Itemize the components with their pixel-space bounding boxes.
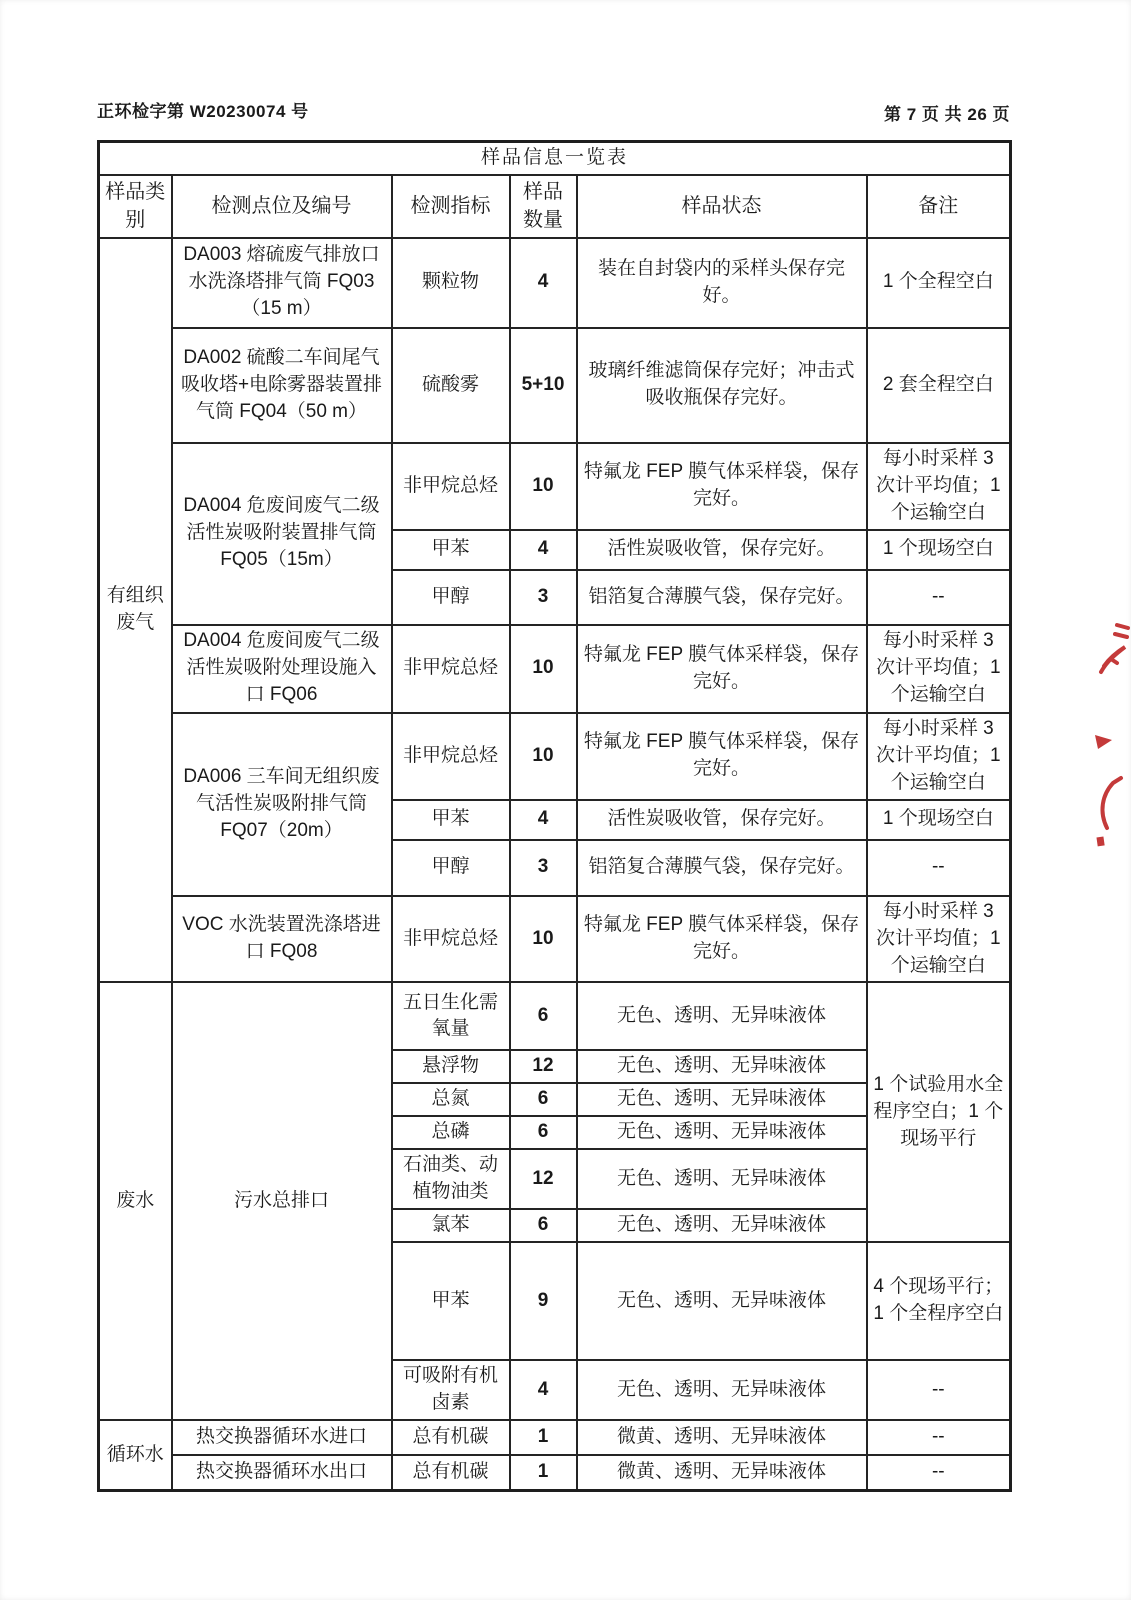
red-stamp-mark-dot — [1096, 836, 1104, 846]
column-header-category: 样品类别 — [99, 175, 172, 238]
location-cell: 热交换器循环水出口 — [172, 1455, 392, 1490]
indicator-cell: 氯苯 — [392, 1209, 510, 1242]
count-cell: 4 — [510, 238, 577, 328]
count-cell: 6 — [510, 982, 577, 1050]
table-row — [99, 625, 1011, 713]
table-row — [99, 238, 1011, 328]
column-header-remark: 备注 — [867, 175, 1011, 238]
indicator-cell: 甲醇 — [392, 840, 510, 896]
remark-cell: 4 个现场平行；1 个全程序空白 — [867, 1242, 1011, 1360]
indicator-cell: 甲苯 — [392, 1242, 510, 1360]
red-stamp-mark-curve — [1102, 778, 1121, 828]
count-cell: 6 — [510, 1116, 577, 1149]
remark-cell: -- — [867, 1455, 1011, 1490]
red-stamp-mark-bars — [1115, 625, 1128, 637]
indicator-cell: 悬浮物 — [392, 1050, 510, 1083]
column-header-location: 检测点位及编号 — [172, 175, 392, 238]
location-cell: VOC 水洗装置洗涤塔进口 FQ08 — [172, 896, 392, 983]
indicator-cell: 非甲烷总烃 — [392, 713, 510, 800]
table-row — [99, 982, 1011, 1050]
table-row — [99, 1455, 1011, 1490]
column-header-count: 样品数量 — [510, 175, 577, 238]
remark-cell: 2 套全程空白 — [867, 328, 1011, 443]
count-cell: 4 — [510, 1360, 577, 1420]
status-cell: 装在自封袋内的采样头保存完好。 — [577, 238, 867, 328]
location-cell: DA004 危废间废气二级活性炭吸附装置排气筒 FQ05（15m） — [172, 443, 392, 625]
status-cell: 玻璃纤维滤筒保存完好；冲击式吸收瓶保存完好。 — [577, 328, 867, 443]
count-cell: 12 — [510, 1050, 577, 1083]
count-cell: 6 — [510, 1083, 577, 1116]
status-cell: 特氟龙 FEP 膜气体采样袋，保存完好。 — [577, 443, 867, 530]
remark-cell: 1 个现场空白 — [867, 800, 1011, 840]
count-cell: 3 — [510, 840, 577, 896]
status-cell: 无色、透明、无异味液体 — [577, 982, 867, 1050]
table-row — [99, 713, 1011, 800]
indicator-cell: 非甲烷总烃 — [392, 896, 510, 983]
table-row — [99, 443, 1011, 530]
status-cell: 无色、透明、无异味液体 — [577, 1149, 867, 1209]
remark-cell: -- — [867, 840, 1011, 896]
count-cell: 10 — [510, 713, 577, 800]
status-cell: 铝箔复合薄膜气袋，保存完好。 — [577, 840, 867, 896]
status-cell: 无色、透明、无异味液体 — [577, 1209, 867, 1242]
indicator-cell: 可吸附有机卤素 — [392, 1360, 510, 1420]
status-cell: 微黄、透明、无异味液体 — [577, 1455, 867, 1490]
count-cell: 10 — [510, 625, 577, 713]
indicator-cell: 非甲烷总烃 — [392, 443, 510, 530]
remark-cell: 每小时采样 3 次计平均值；1 个运输空白 — [867, 896, 1011, 983]
indicator-cell: 硫酸雾 — [392, 328, 510, 443]
count-cell: 12 — [510, 1149, 577, 1209]
status-cell: 无色、透明、无异味液体 — [577, 1360, 867, 1420]
status-cell: 特氟龙 FEP 膜气体采样袋，保存完好。 — [577, 625, 867, 713]
indicator-cell: 甲醇 — [392, 570, 510, 625]
table-row — [99, 328, 1011, 443]
table-row — [99, 1420, 1011, 1455]
table-title: 样品信息一览表 — [99, 142, 1011, 175]
remark-cell: -- — [867, 1360, 1011, 1420]
indicator-cell: 石油类、动植物油类 — [392, 1149, 510, 1209]
remark-cell: -- — [867, 570, 1011, 625]
count-cell: 1 — [510, 1420, 577, 1455]
indicator-cell: 总磷 — [392, 1116, 510, 1149]
count-cell: 3 — [510, 570, 577, 625]
indicator-cell: 五日生化需氧量 — [392, 982, 510, 1050]
remark-cell: 1 个全程空白 — [867, 238, 1011, 328]
status-cell: 铝箔复合薄膜气袋，保存完好。 — [577, 570, 867, 625]
count-cell: 10 — [510, 896, 577, 983]
location-cell: DA004 危废间废气二级活性炭吸附处理设施入口 FQ06 — [172, 625, 392, 713]
document-number: 正环检字第 W20230074 号 — [97, 102, 309, 121]
table-title-row — [99, 142, 1011, 175]
count-cell: 1 — [510, 1455, 577, 1490]
indicator-cell: 总有机碳 — [392, 1455, 510, 1490]
indicator-cell: 甲苯 — [392, 800, 510, 840]
status-cell: 无色、透明、无异味液体 — [577, 1116, 867, 1149]
status-cell: 无色、透明、无异味液体 — [577, 1242, 867, 1360]
category-cell: 循环水 — [99, 1420, 172, 1490]
remark-cell: 每小时采样 3 次计平均值；1 个运输空白 — [867, 443, 1011, 530]
count-cell: 4 — [510, 530, 577, 570]
remark-cell: 每小时采样 3 次计平均值；1 个运输空白 — [867, 713, 1011, 800]
count-cell: 4 — [510, 800, 577, 840]
location-cell: DA003 熔硫废气排放口水洗涤塔排气筒 FQ03（15 m） — [172, 238, 392, 328]
location-cell: 热交换器循环水进口 — [172, 1420, 392, 1455]
location-cell: DA002 硫酸二车间尾气吸收塔+电除雾器装置排气筒 FQ04（50 m） — [172, 328, 392, 443]
table-header-row — [99, 175, 1011, 238]
count-cell: 9 — [510, 1242, 577, 1360]
count-cell: 6 — [510, 1209, 577, 1242]
remark-cell: 1 个现场空白 — [867, 530, 1011, 570]
status-cell: 无色、透明、无异味液体 — [577, 1083, 867, 1116]
red-stamp-fragments — [1071, 615, 1131, 855]
column-header-indicator: 检测指标 — [392, 175, 510, 238]
indicator-cell: 总有机碳 — [392, 1420, 510, 1455]
column-header-status: 样品状态 — [577, 175, 867, 238]
indicator-cell: 总氮 — [392, 1083, 510, 1116]
indicator-cell: 非甲烷总烃 — [392, 625, 510, 713]
remark-cell: -- — [867, 1420, 1011, 1455]
status-cell: 特氟龙 FEP 膜气体采样袋，保存完好。 — [577, 713, 867, 800]
category-cell: 有组织废气 — [99, 238, 172, 983]
location-cell: DA006 三车间无组织废气活性炭吸附排气筒 FQ07（20m） — [172, 713, 392, 896]
status-cell: 特氟龙 FEP 膜气体采样袋，保存完好。 — [577, 896, 867, 983]
remark-cell: 每小时采样 3 次计平均值；1 个运输空白 — [867, 625, 1011, 713]
red-stamp-mark-triangle — [1095, 735, 1112, 749]
sample-info-table — [97, 140, 1012, 1492]
status-cell: 微黄、透明、无异味液体 — [577, 1420, 867, 1455]
status-cell: 无色、透明、无异味液体 — [577, 1050, 867, 1083]
indicator-cell: 颗粒物 — [392, 238, 510, 328]
count-cell: 10 — [510, 443, 577, 530]
table-row — [99, 896, 1011, 983]
indicator-cell: 甲苯 — [392, 530, 510, 570]
page-indicator: 第 7 页 共 26 页 — [884, 105, 1010, 124]
remark-cell: 1 个试验用水全程序空白；1 个现场平行 — [867, 982, 1011, 1242]
count-cell: 5+10 — [510, 328, 577, 443]
category-cell: 废水 — [99, 982, 172, 1420]
status-cell: 活性炭吸收管，保存完好。 — [577, 530, 867, 570]
location-cell: 污水总排口 — [172, 982, 392, 1420]
status-cell: 活性炭吸收管，保存完好。 — [577, 800, 867, 840]
red-stamp-mark-scribble — [1101, 647, 1125, 672]
